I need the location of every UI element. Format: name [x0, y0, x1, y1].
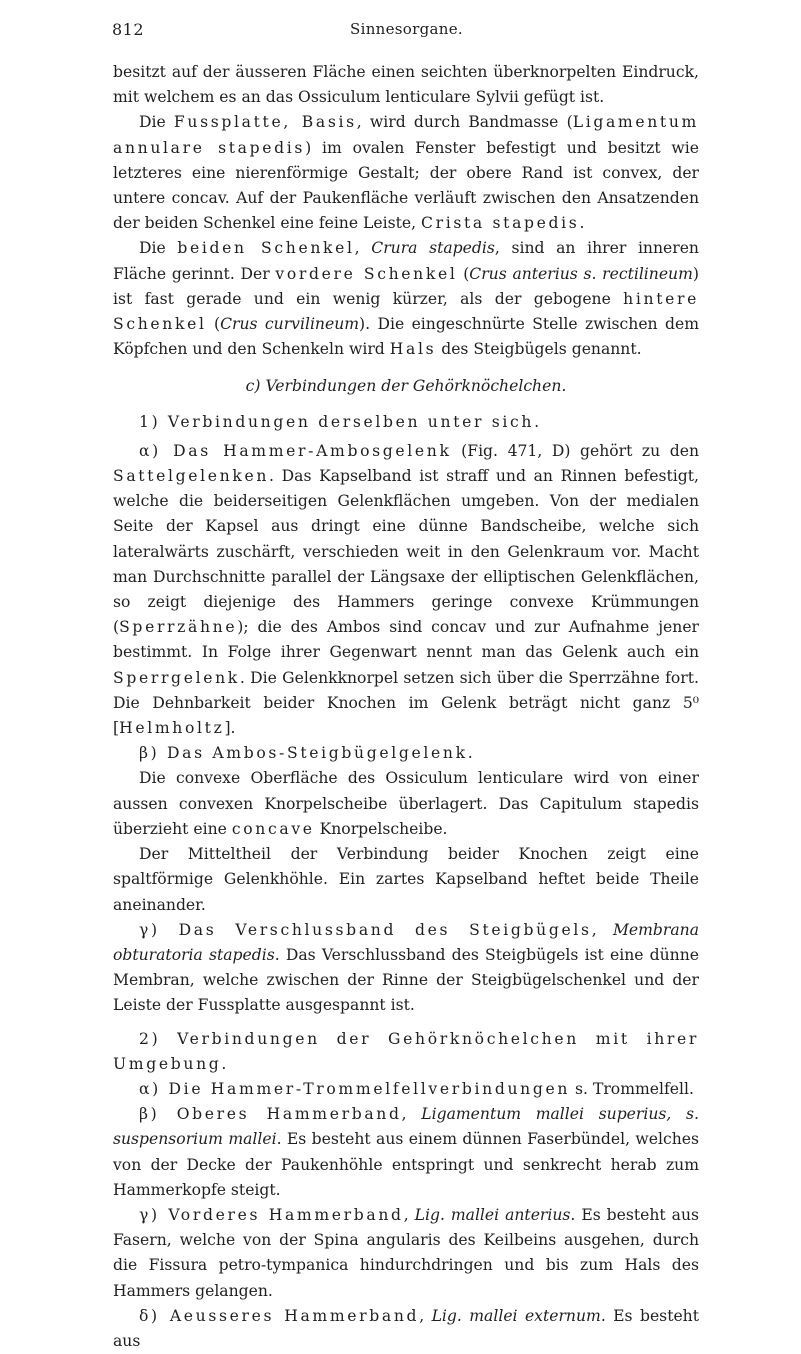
running-title: Sinnesorgane.: [350, 20, 463, 38]
term-hammer-trommelfell: α) Die Hammer-Trommelfellverbindungen: [139, 1079, 571, 1098]
term-sperrzaehne: Sperrzähne: [119, 618, 238, 637]
term-sperrgelenk: Sperrgelenk: [113, 668, 240, 687]
text-run: ].: [224, 719, 236, 738]
term-membrana-obturatoria: Membrana obturatoria stapedis: [113, 920, 699, 964]
paragraph-trommelfell: [113, 1077, 699, 1102]
text-run: , sind an ihrer inneren Fläche gerinnt. Der: [113, 239, 699, 283]
term-oberes-hammerband: β) Oberes Hammerband: [139, 1105, 402, 1124]
text-run: .: [579, 214, 585, 233]
text-run: ,: [354, 239, 372, 258]
text-run: . Es besteht aus einem dünnen Faserbündel, welches von der Decke der Paukenhöhle entspringt und senkrecht herab zum Hammerkopfe steigt.: [113, 1130, 700, 1199]
page-header: [112, 20, 701, 46]
text-run: . Es besteht aus Fasern, welche von der Spina angularis des Keilbeins ausgehen, durch die Fissura petro-tympanica hindurchdringen und bis zum Hals des Hammers gelangen.: [113, 1205, 700, 1300]
paragraph-aeusseres-hammerband: [113, 1304, 699, 1354]
paragraph-fussplatte: [113, 110, 699, 236]
text-run: Die: [139, 239, 178, 258]
term-ambos-steigbuegelgelenk: β) Das Ambos-Steigbügelgelenk: [139, 744, 468, 763]
text-run: . Die Gelenkknorpel setzen sich über die Sperrzähne fort. Die Dehnbarkeit beider Knochen im Gelenk beträgt nicht ganz 5⁰ [: [113, 668, 699, 738]
text-run: ,: [591, 920, 613, 939]
text-run: (: [457, 264, 470, 283]
text-run: Knorpelscheibe.: [314, 819, 448, 838]
term-verschlussband: γ) Das Verschlussband des Steigbügels: [139, 920, 592, 939]
section-heading: c) Verbindungen der Gehörknöchelchen.: [245, 377, 567, 396]
text-run: . Das Verschlussband des Steigbügels ist eine dünne Membran, welche zwischen der Rinne der Steigbügelschenkel und der Leiste der Fussplatte ausgespannt ist.: [113, 945, 699, 1015]
paragraph-schenkel: [113, 236, 699, 362]
text-run: des Steigbügels genannt.: [436, 340, 642, 359]
paragraph-vorderes-hammerband: [113, 1203, 699, 1304]
text-run: besitzt auf der äusseren Fläche einen seichten überknorpelten Eindruck, mit welchem es an das Ossiculum lenticulare Sylvii gefügt ist.: [113, 63, 699, 107]
term-vorderes-hammerband: γ) Vorderes Hammerband: [139, 1205, 404, 1224]
text-run: (Fig. 471, D) gehört zu den: [451, 441, 699, 460]
term-helmholtz: Helmholtz: [119, 719, 225, 738]
term-vordere-schenkel: vordere Schenkel: [275, 264, 458, 283]
term-crus-anterius: Crus anterius s. rectilineum: [469, 264, 693, 283]
term-hammer-ambosgelenk: α) Das Hammer-Ambosgelenk: [139, 441, 452, 460]
paragraph-continuation: [113, 60, 699, 110]
paragraph-mitteltheil: [113, 842, 699, 918]
term-lig-mallei-anterius: Lig. mallei anterius: [414, 1205, 571, 1224]
text-run: ). Die eingeschnürte Stelle zwischen dem Köpfchen und den Schenkeln wird: [113, 315, 699, 359]
text-run: .: [467, 744, 473, 763]
term-crus-curvilineum: Crus curvilineum: [220, 315, 360, 334]
text-run: ,: [419, 1306, 432, 1325]
term-lig-mallei-externum: Lig. mallei externum: [431, 1306, 601, 1325]
text-run: Die: [139, 113, 174, 132]
paragraph-oberes-hammerband: [113, 1102, 699, 1203]
term-ligamentum-mallei-superius: Ligamentum mallei superius, s. suspensorium mallei: [113, 1105, 699, 1149]
subsection-heading-1: 1) Verbindungen derselben unter sich.: [139, 412, 542, 431]
text-run: Die convexe Oberfläche des Ossiculum lenticulare wird von einer aussen convexen Knorpelscheibe überlagert. Das Capitulum stapedis überzieht eine: [113, 769, 699, 838]
text-run: s. Trommelfell.: [570, 1079, 694, 1098]
text-run: ) ist fast gerade und ein wenig kürzer, als der gebogene: [113, 264, 699, 308]
text-run: ,: [401, 1105, 422, 1124]
term-crura-stapedis: Crura stapedis: [371, 239, 495, 258]
term-concave: concave: [231, 819, 315, 838]
heading-ambos-steigbuegel: [113, 741, 699, 766]
page-body: [113, 60, 699, 1354]
subsection-heading-2: 2) Verbindungen der Gehörknöchelchen mit ihrer Umgebung.: [113, 1029, 699, 1073]
term-crista-stapedis: Crista stapedis: [421, 214, 580, 233]
term-aeusseres-hammerband: δ) Aeusseres Hammerband: [139, 1306, 420, 1325]
term-fussplatte: Fussplatte, Basis: [173, 113, 357, 132]
text-run: ); die des Ambos sind concav und zur Aufnahme jener bestimmt. In Folge ihrer Gegenwart nennt man das Gelenk auch ein: [113, 618, 699, 662]
paragraph-verschlussband: [113, 918, 699, 1019]
text-run: ) im ovalen Fenster befestigt und besitzt wie letzteres eine nierenförmige Gestalt; der obere Rand ist convex, der untere concav. Auf der Paukenfläche verläuft zwischen den Ansatzenden der beiden Schenkel eine feine Leiste,: [113, 138, 699, 233]
paragraph-hammer-ambos: [113, 439, 699, 741]
paragraph-ossiculum: [113, 766, 699, 842]
term-ligamentum-annulare: Ligamentum annulare stapedis: [113, 113, 699, 157]
term-hals: Hals: [389, 340, 437, 359]
text-run: . Es besteht aus: [113, 1306, 699, 1350]
page-number: 812: [112, 20, 145, 39]
term-sattelgelenken: Sattelgelenken: [113, 467, 270, 486]
text-run: (: [206, 315, 221, 334]
term-beiden-schenkel: beiden Schenkel: [177, 239, 355, 258]
text-run: Der Mitteltheil der Verbindung beider Knochen zeigt eine spaltförmige Gelenkhöhle. Ein zartes Kapselband heftet beide Theile aneinander.: [113, 845, 699, 914]
term-hintere-schenkel: hintere Schenkel: [113, 289, 699, 334]
text-run: , wird durch Bandmasse (: [356, 113, 573, 132]
text-run: . Das Kapselband ist straff und an Rinnen befestigt, welche die beiderseitigen Gelenkflächen umgeben. Von der medialen Seite der Kapsel aus dringt eine dünne Bandscheibe, welche sich lateralwärts zuschärft, verschieden weit in den Gelenkraum vor. Macht man Durchschnitte parallel der Längsaxe der elliptischen Gelenkflächen, so zeigt diejenige des Hammers geringe convexe Krümmungen (: [113, 467, 699, 637]
text-run: ,: [403, 1205, 415, 1224]
